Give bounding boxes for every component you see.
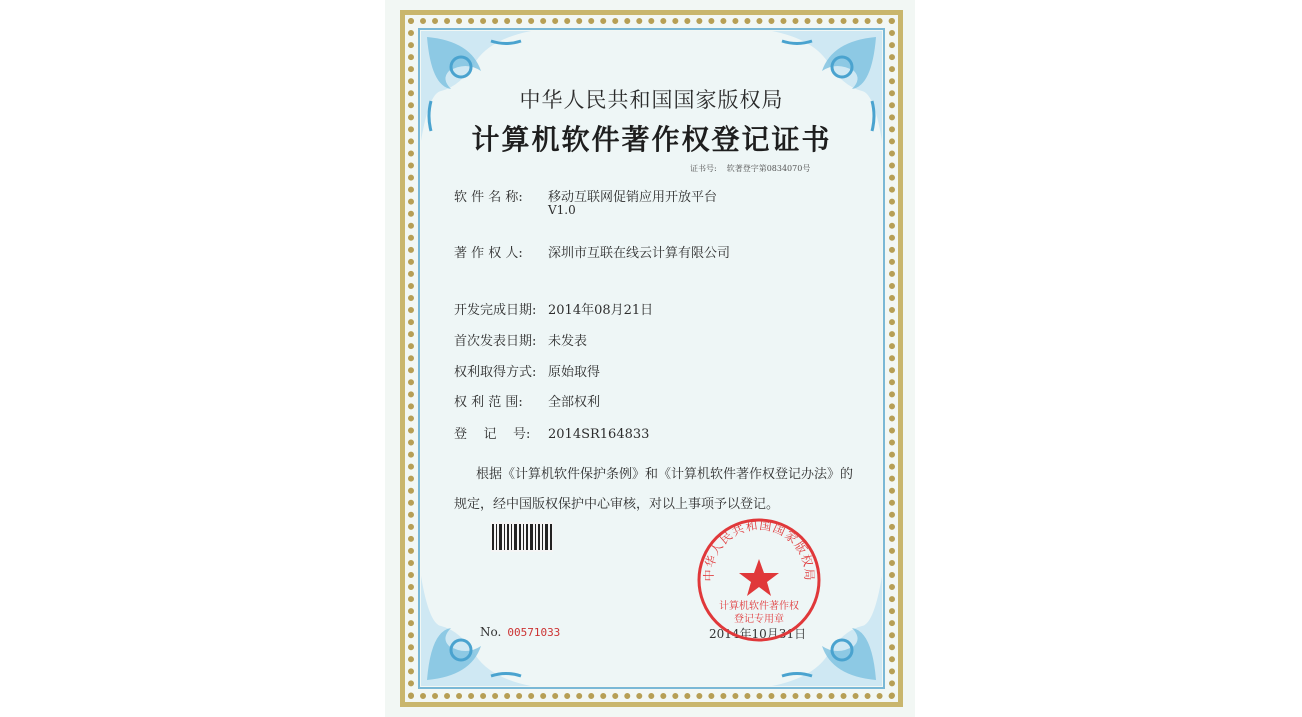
field-copyright-owner xyxy=(454,242,730,261)
field-value: 原始取得 xyxy=(548,365,601,380)
field-label: 权 利 范 围: xyxy=(454,395,523,410)
certificate-title: 计算机软件著作权登记证书 xyxy=(471,123,832,156)
cert-number-label: 证书号: xyxy=(690,164,717,173)
seal-center-line2: 登记专用章 xyxy=(734,614,784,625)
serial-value: 00571033 xyxy=(507,626,561,639)
issuer-title: 中华人民共和国国家版权局 xyxy=(519,88,784,112)
field-label: 权利取得方式: xyxy=(454,365,537,380)
software-version: V1.0 xyxy=(548,203,576,217)
field-label: 首次发表日期: xyxy=(454,334,537,349)
seal-ring-text: 中华人民共和国国家版权局 xyxy=(701,518,817,582)
serial-label: No. xyxy=(480,625,502,639)
field-rights-scope xyxy=(454,391,600,410)
barcode-icon xyxy=(491,522,553,552)
field-value: 全部权利 xyxy=(548,395,601,410)
serial-number xyxy=(480,625,560,639)
issue-date: 2014年10月31日 xyxy=(709,627,807,641)
certificate-number xyxy=(690,163,810,174)
field-value: 2014SR164833 xyxy=(548,427,650,442)
legal-paragraph-line1: 根据《计算机软件保护条例》和《计算机软件著作权登记办法》的 xyxy=(476,467,854,482)
field-acquisition-method xyxy=(454,361,600,380)
legal-paragraph-line2: 规定，经中国版权保护中心审核，对以上事项予以登记。 xyxy=(454,497,780,512)
field-label: 软 件 名 称: xyxy=(454,190,523,205)
field-publish-date xyxy=(454,330,587,349)
field-label: 登 记 号: xyxy=(454,427,531,442)
field-value: 移动互联网促销应用开放平台 xyxy=(548,190,718,205)
field-label: 开发完成日期: xyxy=(454,303,537,318)
seal-center-line1: 计算机软件著作权 xyxy=(719,601,799,612)
cert-number-value: 软著登字第0834070号 xyxy=(726,164,811,173)
field-value: 深圳市互联在线云计算有限公司 xyxy=(548,246,731,261)
field-registration-number xyxy=(454,423,649,442)
field-completion-date xyxy=(454,299,653,318)
field-software-name xyxy=(454,186,717,205)
field-value: 未发表 xyxy=(548,334,588,349)
field-value: 2014年08月21日 xyxy=(548,303,654,318)
field-label: 著 作 权 人: xyxy=(454,246,523,261)
official-seal-icon xyxy=(694,515,824,645)
